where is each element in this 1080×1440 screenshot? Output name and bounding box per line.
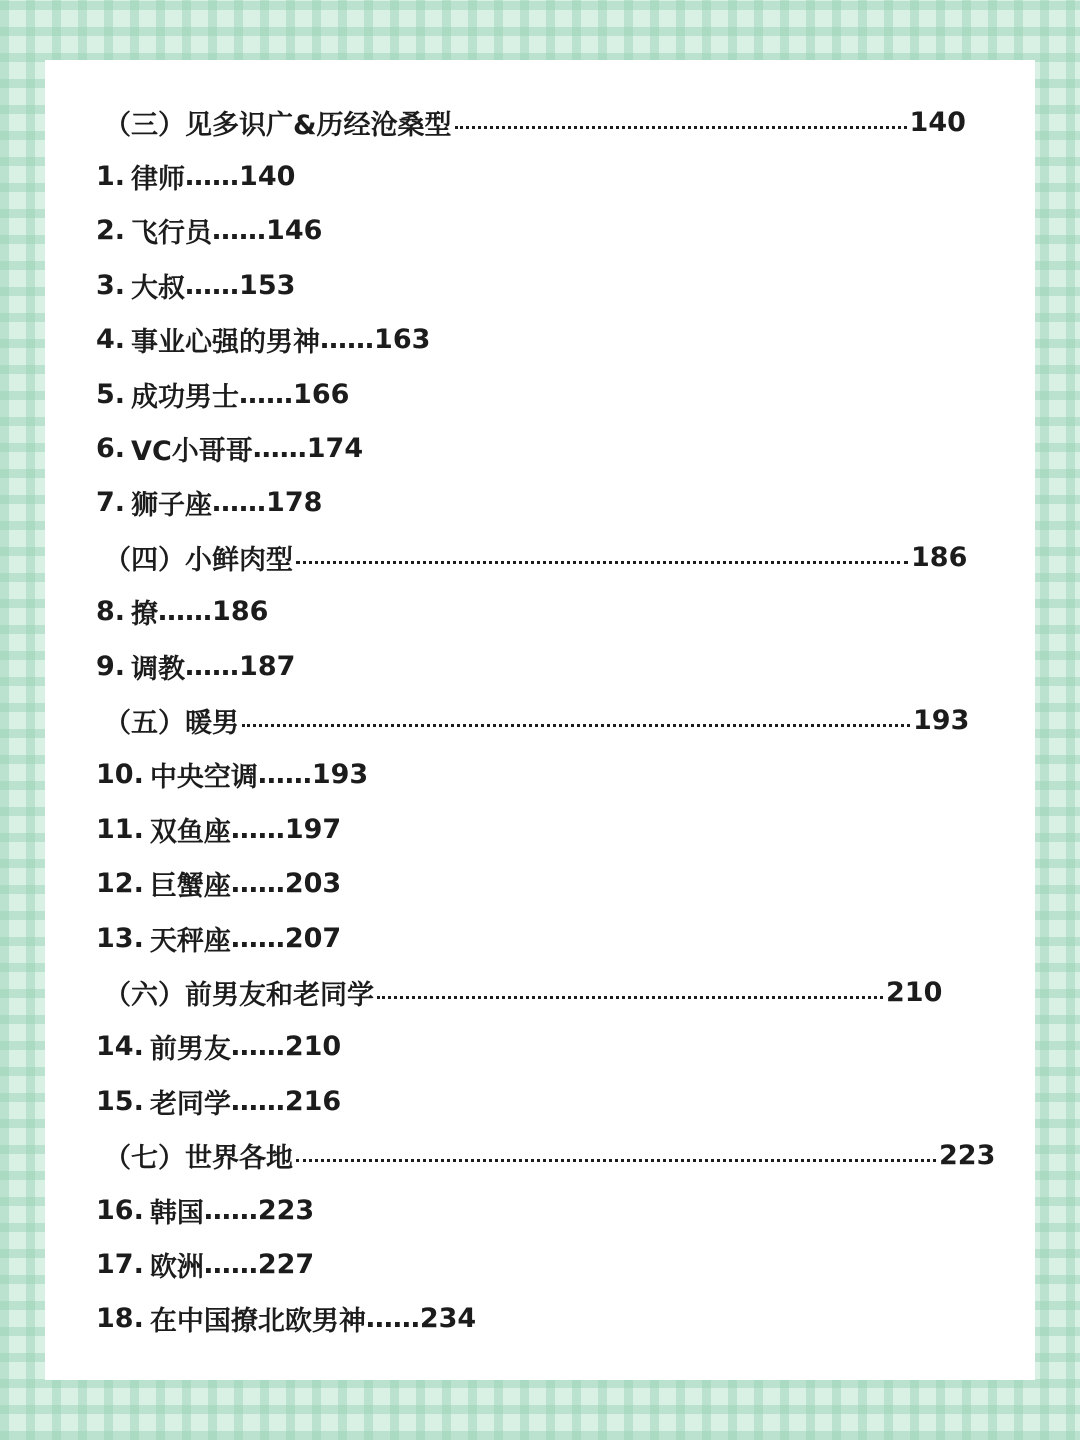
page-number: 223 (939, 1140, 996, 1172)
dot-leader: …… (203, 1248, 258, 1280)
section-title: （七）世界各地 (104, 1143, 293, 1175)
dot-leader: …… (158, 596, 213, 628)
dot-leader (296, 561, 908, 564)
dot-leader (296, 1159, 936, 1162)
page-number: 146 (266, 215, 323, 247)
item-number: 18. (96, 1303, 144, 1335)
item-number: 12. (96, 868, 144, 900)
item-number: 9. (96, 650, 126, 682)
item-number: 16. (96, 1194, 144, 1226)
item-title: VC小哥哥 (131, 436, 253, 468)
dot-leader: …… (230, 1031, 285, 1063)
dot-leader: …… (230, 922, 285, 954)
item-title: 调教 (131, 653, 186, 685)
page-number: 216 (284, 1085, 342, 1117)
dot-leader: …… (203, 1194, 258, 1226)
page-number: 186 (911, 541, 968, 573)
page-number: 140 (239, 161, 296, 193)
toc-section[interactable] (96, 693, 996, 747)
item-title: 巨蟹座 (149, 871, 231, 903)
item-title: 飞行员 (131, 218, 213, 250)
item-title: 撩 (131, 599, 159, 631)
page-number: 178 (266, 487, 323, 519)
item-title: 中央空调 (149, 762, 258, 794)
toc-item[interactable] (96, 149, 996, 203)
page-number: 193 (311, 759, 369, 791)
item-title: 前男友 (149, 1034, 231, 1066)
page-number: 193 (913, 704, 970, 736)
item-number: 8. (96, 596, 126, 628)
toc-item[interactable] (96, 313, 996, 367)
page-number: 207 (284, 922, 342, 954)
dot-leader: …… (185, 161, 240, 193)
dot-leader: …… (320, 324, 375, 356)
page-number: 163 (374, 324, 431, 356)
section-title: （五）暖男 (104, 707, 239, 739)
page-number: 174 (306, 433, 364, 465)
page-number: 234 (419, 1303, 477, 1335)
item-title: 事业心强的男神 (131, 327, 321, 359)
item-title: 在中国撩北欧男神 (149, 1306, 366, 1338)
section-title: （六）前男友和老同学 (104, 979, 374, 1011)
toc-item[interactable] (96, 1237, 996, 1291)
item-number: 7. (96, 487, 126, 519)
item-title: 韩国 (149, 1197, 204, 1229)
item-title: 大叔 (131, 272, 186, 304)
item-title: 律师 (131, 164, 186, 196)
page-number: 153 (239, 269, 296, 301)
toc-item[interactable] (96, 585, 996, 639)
toc-item[interactable] (96, 911, 996, 965)
toc-section[interactable] (96, 530, 996, 584)
item-number: 2. (96, 215, 126, 247)
toc-section[interactable] (96, 95, 996, 149)
page-number: 140 (909, 106, 966, 138)
item-title: 欧洲 (149, 1251, 204, 1283)
dot-leader: …… (230, 1085, 285, 1117)
table-of-contents (96, 95, 996, 1346)
item-number: 11. (96, 813, 144, 845)
dot-leader (377, 996, 883, 999)
dot-leader (455, 126, 907, 129)
page-number: 186 (212, 596, 269, 628)
item-number: 6. (96, 433, 126, 465)
toc-item[interactable] (96, 1183, 996, 1237)
item-number: 10. (96, 759, 144, 791)
toc-item[interactable] (96, 1292, 996, 1346)
dot-leader: …… (365, 1303, 420, 1335)
dot-leader: …… (185, 650, 240, 682)
item-number: 14. (96, 1031, 144, 1063)
item-number: 5. (96, 378, 126, 410)
item-number: 1. (96, 161, 126, 193)
item-number: 13. (96, 922, 144, 954)
dot-leader: …… (212, 215, 267, 247)
toc-section[interactable] (96, 965, 996, 1019)
item-title: 狮子座 (131, 490, 213, 522)
toc-item[interactable] (96, 802, 996, 856)
page-number: 203 (284, 868, 342, 900)
item-number: 3. (96, 269, 126, 301)
dot-leader (242, 724, 910, 727)
toc-item[interactable] (96, 204, 996, 258)
page-number: 197 (284, 813, 342, 845)
page-number: 223 (257, 1194, 315, 1226)
page-number: 210 (284, 1031, 342, 1063)
item-title: 双鱼座 (149, 816, 231, 848)
item-title: 成功男士 (131, 381, 240, 413)
item-number: 17. (96, 1248, 144, 1280)
page-number: 166 (293, 378, 350, 410)
page-number: 227 (257, 1248, 315, 1280)
dot-leader: …… (239, 378, 294, 410)
dot-leader: …… (257, 759, 312, 791)
section-title: （四）小鲜肉型 (104, 544, 293, 576)
dot-leader: …… (212, 487, 267, 519)
section-title: （三）见多识广&历经沧桑型 (104, 109, 452, 141)
toc-item[interactable] (96, 421, 996, 475)
toc-item[interactable] (96, 748, 996, 802)
page-number: 210 (886, 976, 943, 1008)
page-number: 187 (239, 650, 296, 682)
item-number: 15. (96, 1085, 144, 1117)
dot-leader: …… (230, 868, 285, 900)
toc-item[interactable] (96, 1020, 996, 1074)
item-title: 老同学 (149, 1088, 231, 1120)
toc-item[interactable] (96, 856, 996, 910)
dot-leader: …… (252, 433, 307, 465)
item-number: 4. (96, 324, 126, 356)
toc-item[interactable] (96, 476, 996, 530)
toc-item[interactable] (96, 639, 996, 693)
dot-leader: …… (230, 813, 285, 845)
toc-item[interactable] (96, 367, 996, 421)
item-title: 天秤座 (149, 925, 231, 957)
dot-leader: …… (185, 269, 240, 301)
toc-item[interactable] (96, 258, 996, 312)
toc-item[interactable] (96, 1074, 996, 1128)
toc-section[interactable] (96, 1128, 996, 1182)
